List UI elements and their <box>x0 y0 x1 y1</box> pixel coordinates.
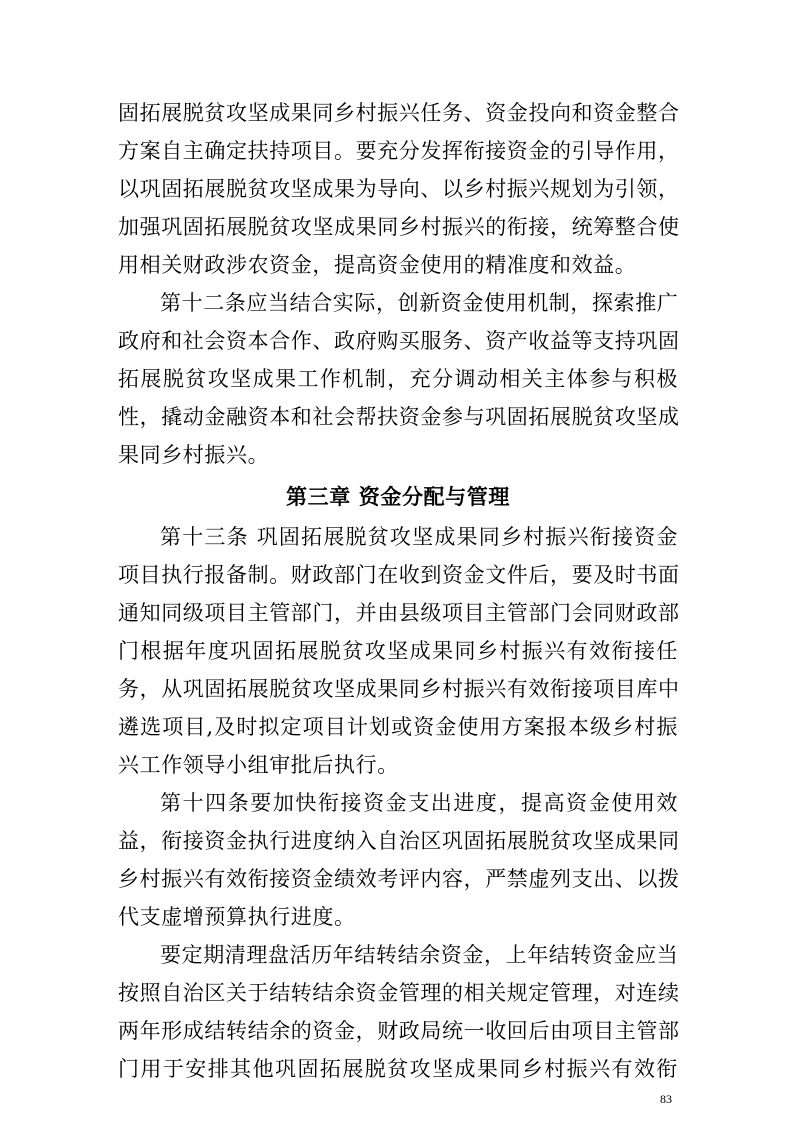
page-number: 83 <box>660 1092 672 1106</box>
paragraph-3-line-5: 务，从巩固拓展脱贫攻坚成果同乡村振兴有效衔接项目库中 <box>118 677 680 701</box>
paragraph-5-line-1: 要定期清理盘活历年结转结余资金，上年结转资金应当 <box>160 943 679 967</box>
paragraph-3-line-7: 兴工作领导小组审批后执行。 <box>118 753 399 777</box>
paragraph-1-line-1: 固拓展脱贫攻坚成果同乡村振兴任务、资金投向和资金整合 <box>118 101 680 125</box>
paragraph-1-line-5: 用相关财政涉农资金，提高资金使用的精准度和效益。 <box>118 253 637 277</box>
paragraph-5-line-4: 门用于安排其他巩固拓展脱贫攻坚成果同乡村振兴有效衔 <box>118 1057 678 1081</box>
paragraph-5-line-3: 两年形成结转结余的资金，财政局统一收回后由项目主管部 <box>118 1019 680 1043</box>
paragraph-2-line-3: 拓展脱贫攻坚成果工作机制，充分调动相关主体参与积极 <box>118 367 678 391</box>
paragraph-2-line-4: 性，撬动金融资本和社会帮扶资金参与巩固拓展脱贫攻坚成 <box>118 405 680 429</box>
chapter-heading: 第三章 资金分配与管理 <box>286 485 510 509</box>
paragraph-4-line-4: 代支虚增预算执行进度。 <box>118 905 356 929</box>
paragraph-2-line-2: 政府和社会资本合作、政府购买服务、资产收益等支持巩固 <box>118 329 680 353</box>
paragraph-2-line-5: 果同乡村振兴。 <box>118 443 270 467</box>
paragraph-1-line-4: 加强巩固拓展脱贫攻坚成果同乡村振兴的衔接，统筹整合使 <box>118 215 680 239</box>
paragraph-3-line-3: 通知同级项目主管部门，并由县级项目主管部门会同财政部 <box>118 601 680 625</box>
paragraph-4-line-1: 第十四条要加快衔接资金支出进度，提高资金使用效 <box>160 791 678 815</box>
paragraph-3-line-2: 项目执行报备制。财政部门在收到资金文件后，要及时书面 <box>118 563 680 587</box>
paragraph-3-line-4: 门根据年度巩固拓展脱贫攻坚成果同乡村振兴有效衔接任 <box>118 639 678 663</box>
paragraph-5-line-2: 按照自治区关于结转结余资金管理的相关规定管理，对连续 <box>118 981 680 1005</box>
paragraph-4-line-3: 乡村振兴有效衔接资金绩效考评内容，严禁虚列支出、以拨 <box>118 867 680 891</box>
paragraph-1-line-2: 方案自主确定扶持项目。要充分发挥衔接资金的引导作用， <box>118 139 680 163</box>
paragraph-3-line-1: 第十三条 巩固拓展脱贫攻坚成果同乡村振兴衔接资金 <box>160 525 678 549</box>
paragraph-4-line-2: 益，衔接资金执行进度纳入自治区巩固拓展脱贫攻坚成果同 <box>118 829 680 853</box>
paragraph-2-line-1: 第十二条应当结合实际，创新资金使用机制，探索推广 <box>160 291 679 315</box>
paragraph-3-line-6: 遴选项目,及时拟定项目计划或资金使用方案报本级乡村振 <box>118 715 678 739</box>
paragraph-1-line-3: 以巩固拓展脱贫攻坚成果为导向、以乡村振兴规划为引领， <box>118 177 680 201</box>
